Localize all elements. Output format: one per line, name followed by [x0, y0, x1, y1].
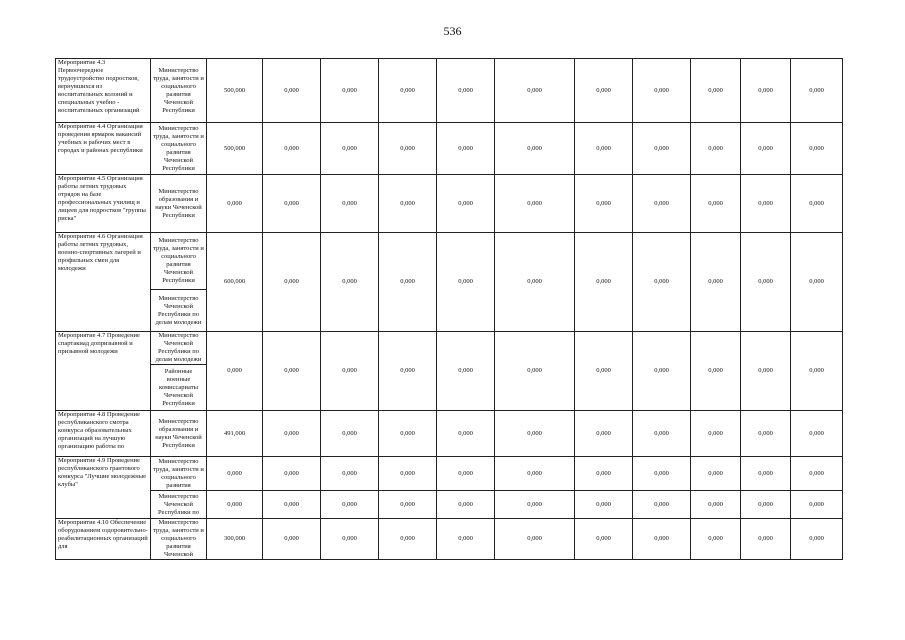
- activity-name: Мероприятие 4.5 Организация работы летних трудовых отрядов на базе профессиональных училищ и лицеев для подростков "группы риска": [56, 175, 151, 233]
- value-cell: 0,000: [207, 332, 263, 411]
- activity-name: Мероприятие 4.4 Организация проведения ярмарок вакансий учебных и рабочих мест в городах и районах республики: [56, 123, 151, 175]
- table-row: [56, 519, 843, 560]
- value-cell: 0,000: [575, 457, 633, 491]
- value-cell: 0,000: [437, 233, 495, 332]
- value-cell: 0,000: [741, 519, 791, 560]
- executor: Министерство Чеченской Республики по делам молодежи: [151, 290, 207, 332]
- value-cell: 0,000: [379, 411, 437, 457]
- value-cell: 0,000: [495, 491, 575, 519]
- value-cell: 0,000: [791, 59, 843, 123]
- value-cell: 0,000: [691, 233, 741, 332]
- table-row: [56, 411, 843, 457]
- value-cell: 0,000: [575, 233, 633, 332]
- value-cell: 0,000: [791, 411, 843, 457]
- executor: Районные военные комиссариаты Чеченской Республики: [151, 365, 207, 411]
- value-cell: 0,000: [741, 411, 791, 457]
- value-cell: 0,000: [321, 491, 379, 519]
- table-row: [56, 491, 843, 519]
- value-cell: 0,000: [741, 491, 791, 519]
- value-cell: 0,000: [437, 59, 495, 123]
- value-cell: 0,000: [379, 175, 437, 233]
- value-cell: 0,000: [495, 332, 575, 411]
- value-cell: 0,000: [495, 519, 575, 560]
- value-cell: 0,000: [633, 175, 691, 233]
- value-cell: 0,000: [791, 457, 843, 491]
- value-cell: 0,000: [263, 175, 321, 233]
- value-cell: 0,000: [495, 123, 575, 175]
- value-cell: 0,000: [791, 491, 843, 519]
- executor: Министерство Чеченской Республики по: [151, 491, 207, 519]
- value-cell: 0,000: [741, 123, 791, 175]
- activity-name: Мероприятие 4.7 Проведение спартакиад допризывной и призывной молодежи: [56, 332, 151, 411]
- value-cell: 0,000: [575, 59, 633, 123]
- value-cell: 0,000: [791, 123, 843, 175]
- value-cell: 0,000: [263, 332, 321, 411]
- value-cell: 0,000: [379, 123, 437, 175]
- activity-name: Мероприятие 4.9 Проведение республиканского грантового конкурса "Лучшие молодежные клубы": [56, 457, 151, 519]
- value-cell: 0,000: [633, 519, 691, 560]
- value-cell: 0,000: [321, 332, 379, 411]
- value-cell: 0,000: [379, 59, 437, 123]
- value-cell: 0,000: [437, 175, 495, 233]
- value-cell: 0,000: [207, 457, 263, 491]
- value-cell: 0,000: [437, 457, 495, 491]
- value-cell: 0,000: [437, 332, 495, 411]
- value-cell: 0,000: [633, 59, 691, 123]
- table-row: [56, 457, 843, 491]
- value-cell: 0,000: [633, 332, 691, 411]
- value-cell: 0,000: [495, 59, 575, 123]
- value-cell: 0,000: [741, 457, 791, 491]
- value-cell: 0,000: [321, 519, 379, 560]
- value-cell: 0,000: [691, 411, 741, 457]
- value-cell: 491,000: [207, 411, 263, 457]
- value-cell: 0,000: [321, 175, 379, 233]
- value-cell: 0,000: [379, 519, 437, 560]
- value-cell: 0,000: [575, 411, 633, 457]
- executor: Министерство Чеченской Республики по делам молодежи: [151, 332, 207, 365]
- table-row: [56, 332, 843, 365]
- value-cell: 0,000: [495, 233, 575, 332]
- value-cell: 0,000: [495, 457, 575, 491]
- table-body: [56, 59, 843, 560]
- table-row: [56, 123, 843, 175]
- value-cell: 300,000: [207, 519, 263, 560]
- value-cell: 0,000: [207, 491, 263, 519]
- value-cell: 0,000: [691, 59, 741, 123]
- value-cell: 0,000: [691, 332, 741, 411]
- executor: Министерство труда, занятости и социального развития Чеченской Республики: [151, 59, 207, 123]
- table-row: [56, 175, 843, 233]
- executor: Министерство труда, занятости и социального развития Чеченской Республики: [151, 233, 207, 290]
- executor: Министерство образования и науки Чеченской Республики: [151, 175, 207, 233]
- value-cell: 0,000: [741, 59, 791, 123]
- value-cell: 0,000: [263, 519, 321, 560]
- value-cell: 0,000: [691, 491, 741, 519]
- table-row: [56, 233, 843, 290]
- value-cell: 0,000: [263, 411, 321, 457]
- value-cell: 0,000: [495, 175, 575, 233]
- value-cell: 0,000: [791, 519, 843, 560]
- value-cell: 0,000: [263, 59, 321, 123]
- value-cell: 0,000: [791, 332, 843, 411]
- executor: Министерство труда, занятости и социального развития: [151, 457, 207, 491]
- value-cell: 0,000: [741, 175, 791, 233]
- activity-name: Мероприятие 4.10 Обеспечение оборудованием оздоровительно-реабилитационных организаций для: [56, 519, 151, 560]
- value-cell: 0,000: [263, 233, 321, 332]
- value-cell: 0,000: [263, 123, 321, 175]
- value-cell: 0,000: [437, 491, 495, 519]
- value-cell: 0,000: [633, 233, 691, 332]
- value-cell: 0,000: [691, 175, 741, 233]
- value-cell: 0,000: [437, 123, 495, 175]
- value-cell: 0,000: [379, 491, 437, 519]
- value-cell: 0,000: [263, 457, 321, 491]
- activity-name: Мероприятие 4.8 Проведение республиканского смотра конкурса образовательных организаций на лучшую организацию работы по: [56, 411, 151, 457]
- value-cell: 0,000: [575, 332, 633, 411]
- program-table: [55, 58, 843, 560]
- value-cell: 0,000: [691, 123, 741, 175]
- value-cell: 0,000: [741, 332, 791, 411]
- value-cell: 0,000: [791, 233, 843, 332]
- table-row: [56, 59, 843, 123]
- value-cell: 0,000: [321, 411, 379, 457]
- value-cell: 0,000: [321, 59, 379, 123]
- page-number: 536: [443, 24, 462, 38]
- value-cell: 0,000: [321, 457, 379, 491]
- value-cell: 0,000: [575, 519, 633, 560]
- value-cell: 0,000: [575, 175, 633, 233]
- value-cell: 0,000: [791, 175, 843, 233]
- executor: Министерство труда, занятости и социального развития Чеченской: [151, 519, 207, 560]
- value-cell: 600,000: [207, 233, 263, 332]
- value-cell: 0,000: [741, 233, 791, 332]
- executor: Министерство труда, занятости и социального развития Чеченской Республики: [151, 123, 207, 175]
- value-cell: 0,000: [437, 519, 495, 560]
- value-cell: 0,000: [437, 411, 495, 457]
- value-cell: 0,000: [321, 123, 379, 175]
- value-cell: 0,000: [691, 519, 741, 560]
- value-cell: 0,000: [321, 233, 379, 332]
- value-cell: 0,000: [379, 332, 437, 411]
- executor: Министерство образования и науки Чеченской Республики: [151, 411, 207, 457]
- value-cell: 0,000: [495, 411, 575, 457]
- value-cell: 500,000: [207, 59, 263, 123]
- value-cell: 0,000: [633, 123, 691, 175]
- value-cell: 0,000: [379, 457, 437, 491]
- value-cell: 0,000: [633, 411, 691, 457]
- value-cell: 500,000: [207, 123, 263, 175]
- value-cell: 0,000: [575, 491, 633, 519]
- activity-name: Мероприятие 4.3 Первоочередное трудоустройство подростков, вернувшихся из воспитательных колоний и специальных учебно - воспитательных организаций: [56, 59, 151, 123]
- value-cell: 0,000: [575, 123, 633, 175]
- value-cell: 0,000: [379, 233, 437, 332]
- value-cell: 0,000: [691, 457, 741, 491]
- value-cell: 0,000: [263, 491, 321, 519]
- value-cell: 0,000: [633, 457, 691, 491]
- value-cell: 0,000: [207, 175, 263, 233]
- activity-name: Мероприятие 4.6 Организация работы летних трудовых, военно-спортивных лагерей и профильных смен для молодежи: [56, 233, 151, 332]
- value-cell: 0,000: [633, 491, 691, 519]
